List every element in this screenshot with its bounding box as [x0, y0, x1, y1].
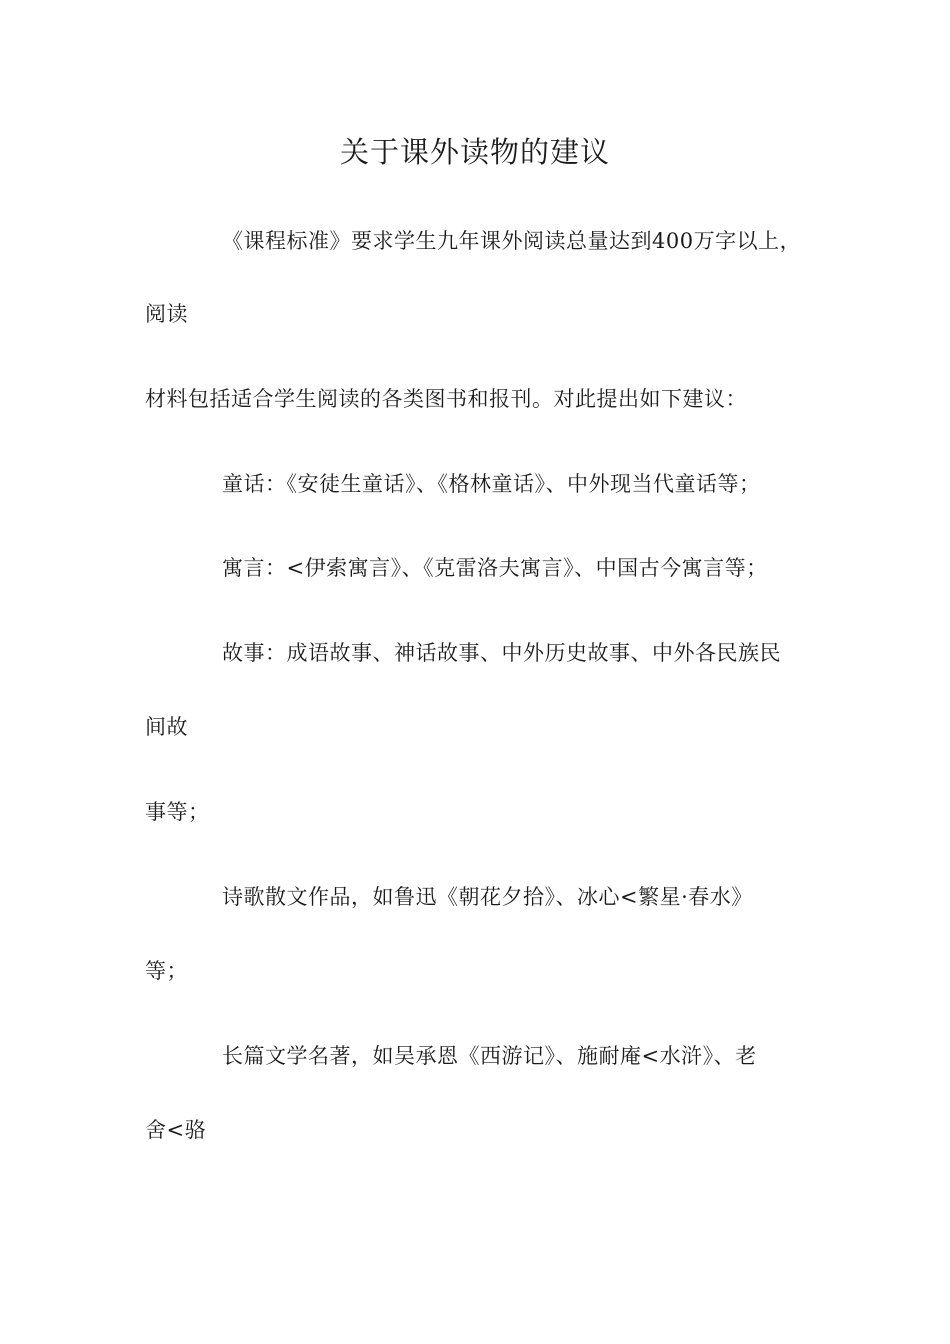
poetry-line-2: 等；	[145, 959, 188, 983]
fairy-tales-line: 童话：《安徒生童话》、《格林童话》、中外现当代童话等；	[222, 472, 761, 496]
paragraph-line-3: 材料包括适合学生阅读的各类图书和报刊。对此提出如下建议：	[145, 387, 747, 411]
stories-line-3: 事等；	[145, 800, 210, 824]
paragraph-line-1: 《课程标准》要求学生九年课外阅读总量达到400万字以上，	[222, 229, 802, 253]
document-title: 关于课外读物的建议	[339, 135, 610, 169]
novels-line-1: 长篇文学名著，如吴承恩《西游记》、施耐庵<水浒》、老	[222, 1044, 757, 1068]
stories-line-1: 故事：成语故事、神话故事、中外历史故事、中外各民族民	[222, 641, 781, 665]
paragraph-line-2: 阅读	[145, 302, 188, 326]
novels-line-2: 舍<骆	[145, 1118, 207, 1142]
poetry-line-1: 诗歌散文作品，如鲁迅《朝花夕拾》、冰心<繁星·春水》	[222, 885, 753, 909]
stories-line-2: 间故	[145, 715, 188, 739]
fables-line: 寓言：<伊索寓言》、《克雷洛夫寓言》、中国古今寓言等；	[222, 556, 768, 580]
